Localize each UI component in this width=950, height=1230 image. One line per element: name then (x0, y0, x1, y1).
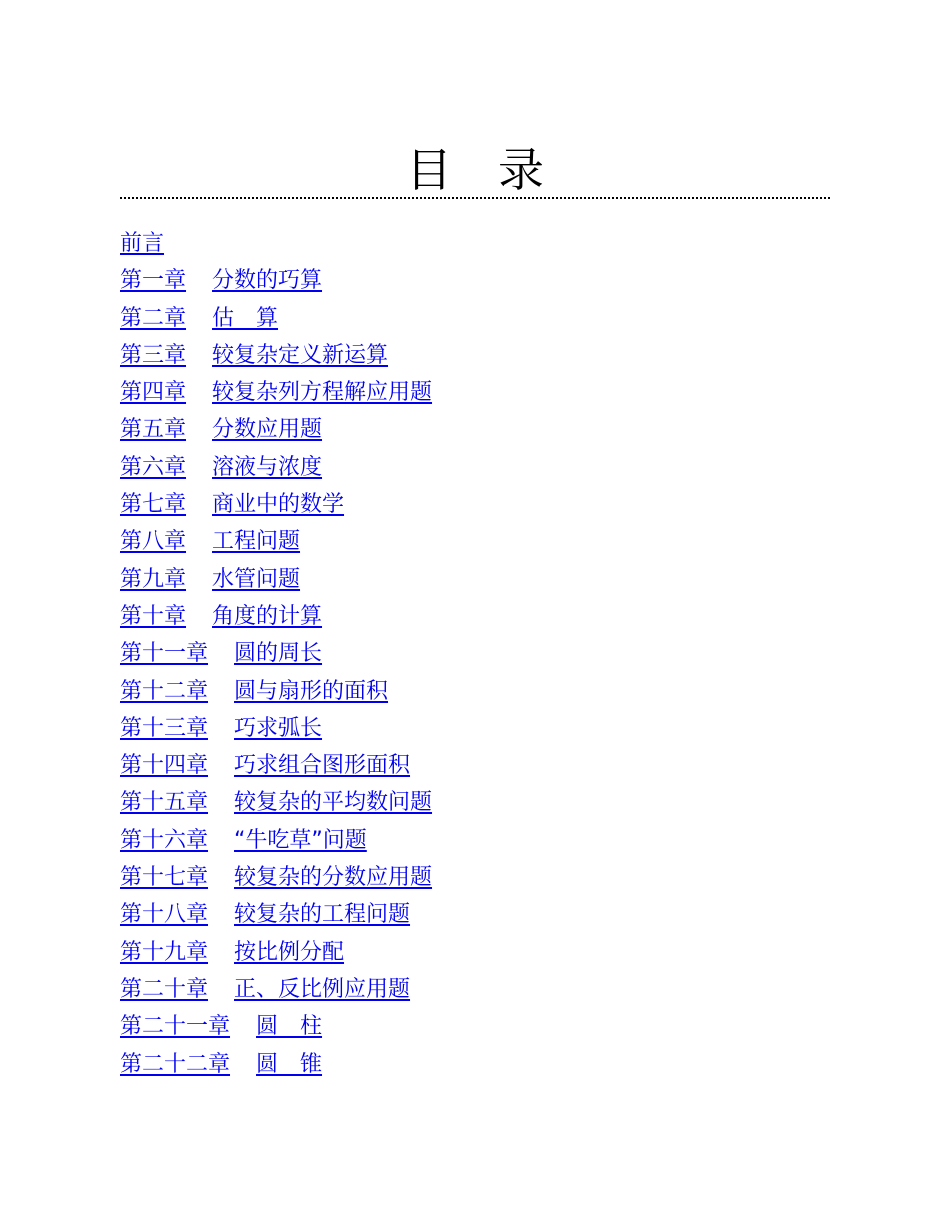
toc-link[interactable] (120, 1014, 322, 1039)
dotted-divider (120, 197, 830, 199)
toc-chapter-label: 第八章 (120, 529, 187, 555)
toc-link[interactable] (120, 977, 410, 1002)
toc-link[interactable] (120, 417, 322, 442)
toc-link[interactable] (120, 790, 432, 815)
toc-chapter-label: 第十八章 (120, 902, 209, 928)
toc-topic-label: 角度的计算 (212, 603, 323, 629)
toc-link[interactable] (120, 865, 432, 890)
toc-topic-label: 较复杂的平均数问题 (234, 790, 433, 816)
toc-entry (120, 411, 432, 448)
toc-chapter-label: 第一章 (120, 268, 187, 294)
toc-chapter-label: 第二十二章 (120, 1051, 231, 1077)
toc-chapter-label: 第十五章 (120, 790, 209, 816)
toc-topic-label: 水管问题 (212, 566, 301, 592)
toc-topic-label: “牛吃草”问题 (234, 827, 367, 853)
toc-link[interactable] (120, 828, 367, 853)
toc-topic-label: 较复杂列方程解应用题 (212, 380, 433, 406)
toc-chapter-label: 第五章 (120, 417, 187, 443)
toc-chapter-label: 第十三章 (120, 715, 209, 741)
toc-link[interactable] (120, 753, 410, 778)
toc-link[interactable] (120, 1052, 322, 1077)
toc-chapter-label: 第九章 (120, 566, 187, 592)
toc-entry (120, 486, 432, 523)
toc-entry (120, 1046, 432, 1083)
toc-chapter-label: 第十七章 (120, 865, 209, 891)
toc-title-left: 目 (406, 143, 452, 197)
toc-chapter-label: 第十章 (120, 603, 187, 629)
toc-chapter-label: 前言 (120, 231, 165, 256)
toc-topic-label: 圆 锥 (256, 1051, 323, 1077)
toc-chapter-label: 第四章 (120, 380, 187, 406)
toc-chapter-label: 第十四章 (120, 753, 209, 779)
toc-topic-label: 圆与扇形的面积 (234, 678, 389, 704)
toc-topic-label: 圆 柱 (256, 1014, 323, 1040)
toc-entry (120, 747, 432, 784)
toc-entry (120, 300, 432, 337)
toc-chapter-label: 第二十章 (120, 976, 209, 1002)
toc-entry (120, 523, 432, 560)
toc-topic-label: 较复杂的分数应用题 (234, 865, 433, 891)
toc-title-right: 录 (498, 143, 544, 197)
toc-list (120, 225, 432, 1083)
toc-entry (120, 225, 432, 262)
toc-chapter-label: 第十一章 (120, 641, 209, 667)
toc-topic-label: 圆的周长 (234, 641, 323, 667)
toc-entry (120, 859, 432, 896)
toc-entry (120, 934, 432, 971)
toc-link[interactable] (120, 455, 322, 480)
toc-link[interactable] (120, 679, 388, 704)
toc-entry (120, 971, 432, 1008)
toc-link[interactable] (120, 716, 322, 741)
toc-entry (120, 374, 432, 411)
toc-topic-label: 分数的巧算 (212, 268, 323, 294)
toc-entry (120, 896, 432, 933)
toc-topic-label: 较复杂的工程问题 (234, 902, 411, 928)
toc-entry (120, 1008, 432, 1045)
toc-link[interactable] (120, 268, 322, 293)
toc-link[interactable] (120, 492, 344, 517)
toc-entry (120, 635, 432, 672)
toc-entry (120, 561, 432, 598)
toc-topic-label: 巧求弧长 (234, 715, 323, 741)
toc-topic-label: 溶液与浓度 (212, 454, 323, 480)
toc-link[interactable] (120, 567, 300, 592)
toc-link[interactable] (120, 529, 300, 554)
toc-link[interactable] (120, 306, 278, 331)
toc-chapter-label: 第十二章 (120, 678, 209, 704)
toc-topic-label: 正、反比例应用题 (234, 976, 411, 1002)
toc-chapter-label: 第七章 (120, 492, 187, 518)
toc-chapter-label: 第二章 (120, 305, 187, 331)
toc-entry (120, 262, 432, 299)
toc-entry (120, 673, 432, 710)
toc-entry (120, 822, 432, 859)
toc-link[interactable] (120, 641, 322, 666)
toc-chapter-label: 第三章 (120, 342, 187, 368)
toc-title (120, 140, 830, 200)
toc-link[interactable] (120, 940, 344, 965)
toc-link[interactable] (120, 343, 388, 368)
toc-entry (120, 337, 432, 374)
toc-topic-label: 商业中的数学 (212, 492, 345, 518)
toc-entry (120, 598, 432, 635)
toc-chapter-label: 第六章 (120, 454, 187, 480)
toc-entry (120, 449, 432, 486)
toc-link[interactable] (120, 380, 432, 405)
toc-topic-label: 巧求组合图形面积 (234, 753, 411, 779)
toc-entry (120, 710, 432, 747)
toc-chapter-label: 第二十一章 (120, 1014, 231, 1040)
toc-entry (120, 784, 432, 821)
toc-topic-label: 按比例分配 (234, 939, 345, 965)
toc-topic-label: 工程问题 (212, 529, 301, 555)
toc-link[interactable] (120, 231, 164, 256)
toc-chapter-label: 第十九章 (120, 939, 209, 965)
toc-topic-label: 分数应用题 (212, 417, 323, 443)
toc-topic-label: 较复杂定义新运算 (212, 342, 389, 368)
toc-link[interactable] (120, 902, 410, 927)
toc-link[interactable] (120, 604, 322, 629)
toc-topic-label: 估 算 (212, 305, 279, 331)
toc-chapter-label: 第十六章 (120, 827, 209, 853)
